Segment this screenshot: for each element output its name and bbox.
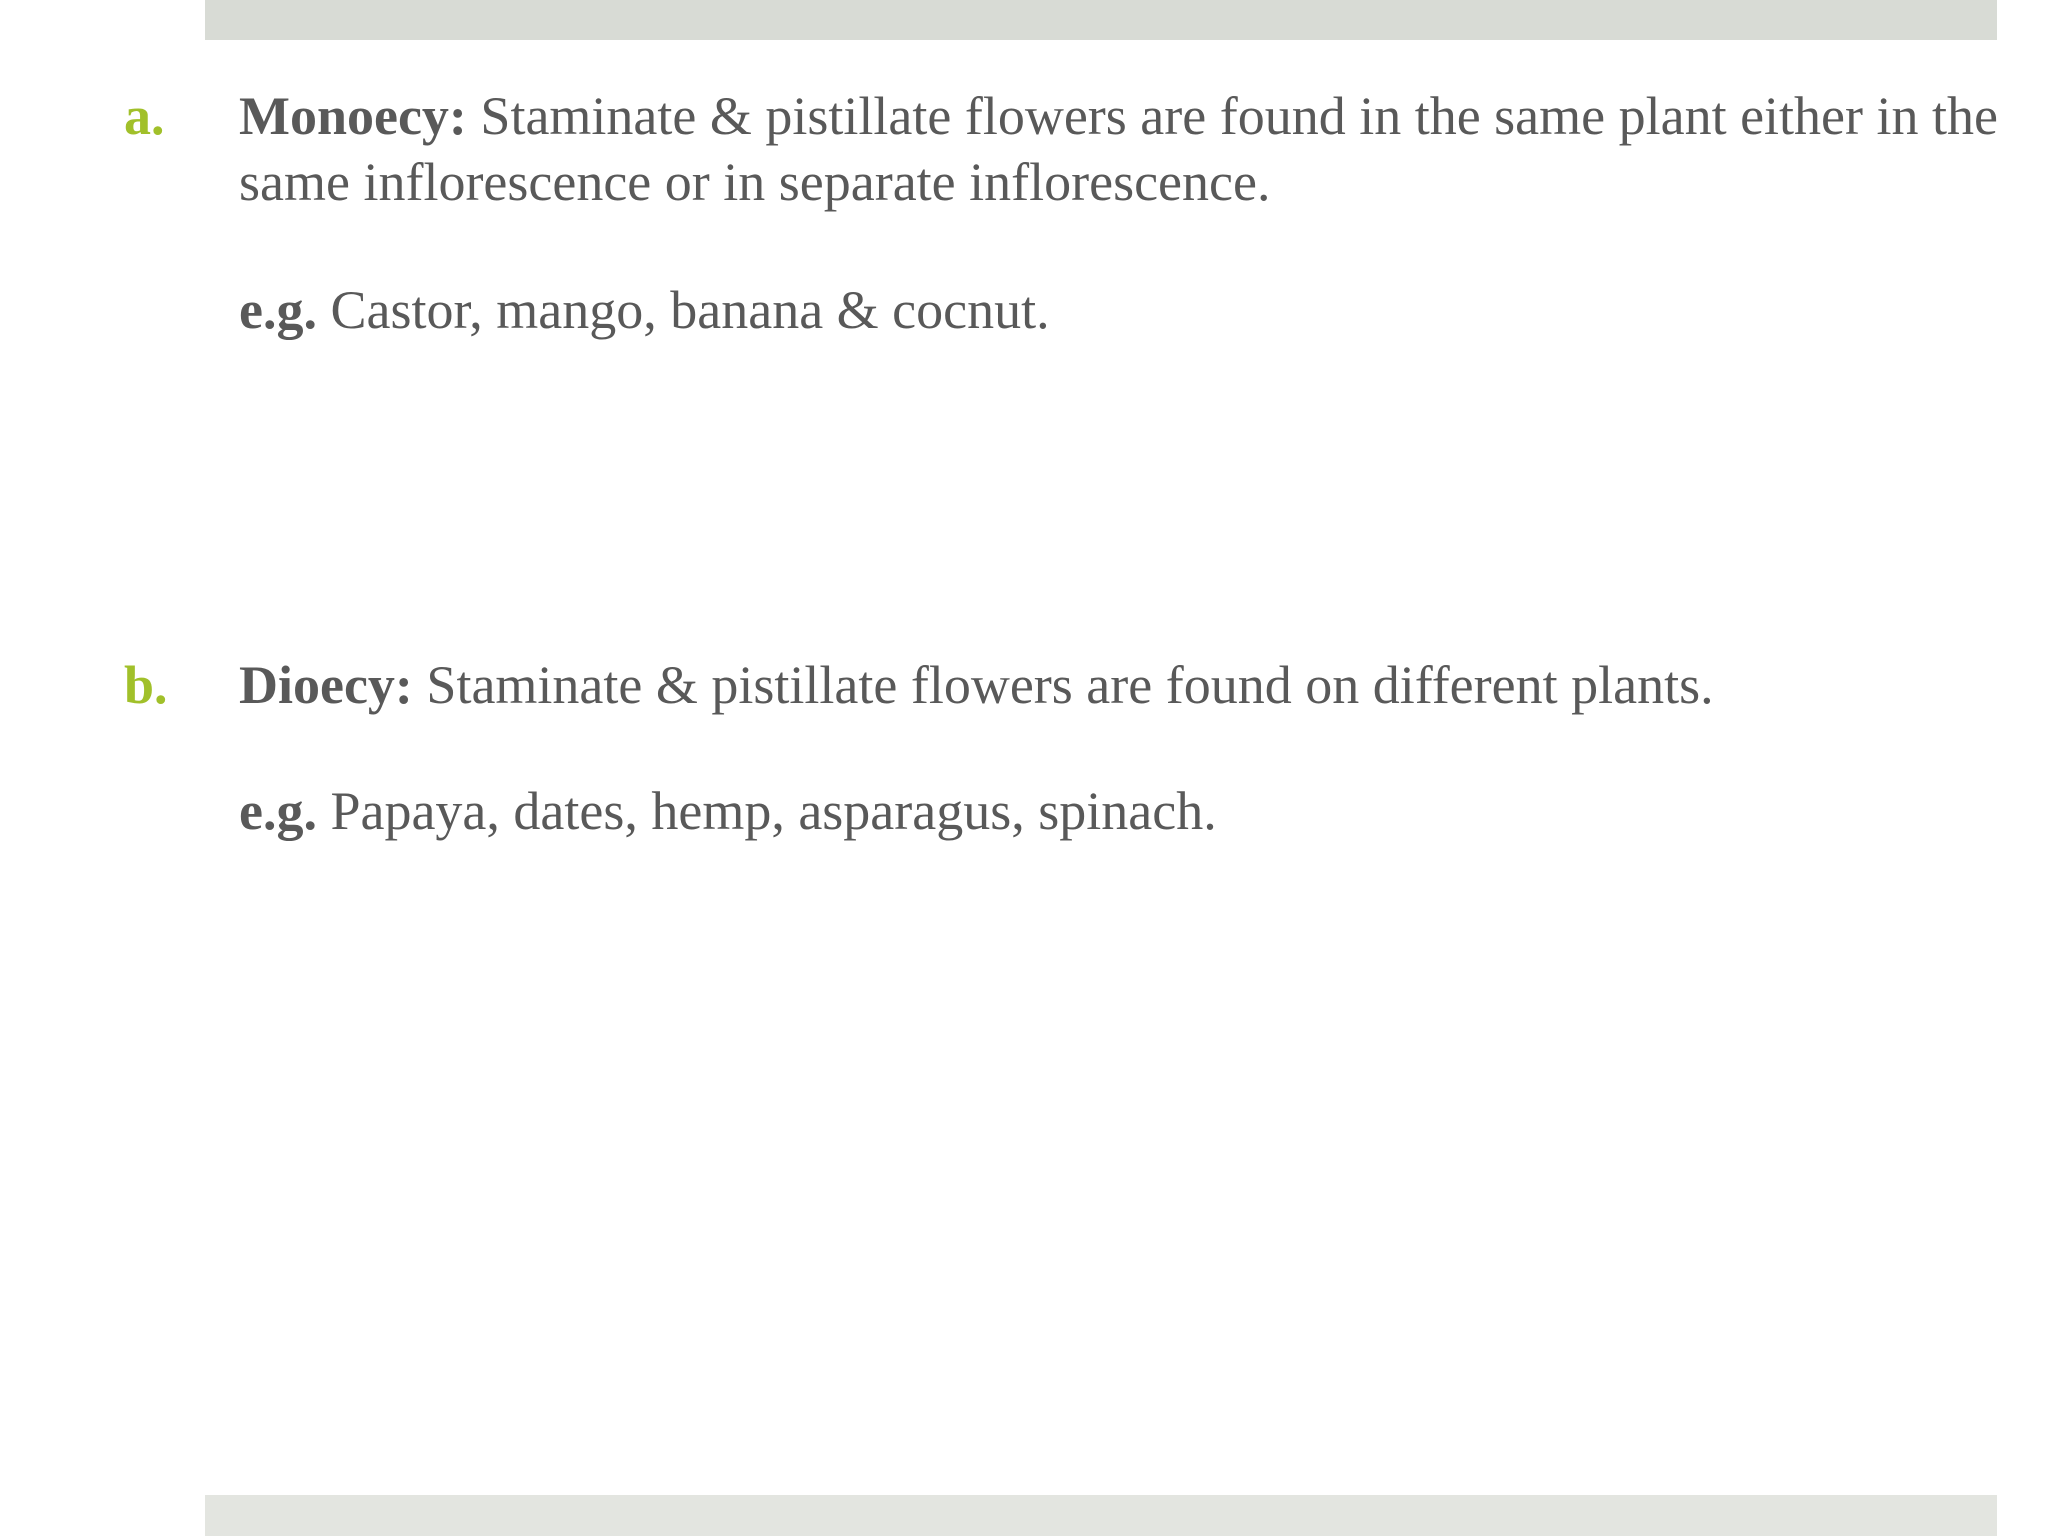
definition-paragraph — [239, 83, 1999, 215]
definition-text: Staminate & pistillate flowers are found on different plants. — [412, 655, 1714, 715]
term-label: Monoecy: — [239, 86, 467, 146]
example-line — [239, 778, 1999, 844]
example-label: e.g. — [239, 280, 317, 340]
example-label: e.g. — [239, 781, 317, 841]
top-decorative-band — [205, 0, 1997, 40]
list-marker: a. — [124, 86, 165, 146]
example-line — [239, 277, 1999, 343]
list-marker: b. — [124, 655, 168, 715]
example-text: Papaya, dates, hemp, asparagus, spinach. — [316, 781, 1217, 841]
example-text: Castor, mango, banana & cocnut. — [316, 280, 1050, 340]
definition-paragraph — [239, 652, 1999, 718]
bottom-decorative-band — [205, 1495, 1997, 1536]
term-label: Dioecy: — [239, 655, 413, 715]
definition-text: Staminate & pistillate flowers are found in the same plant either in the same inflorescence or in separate inflorescence. — [239, 86, 1998, 212]
